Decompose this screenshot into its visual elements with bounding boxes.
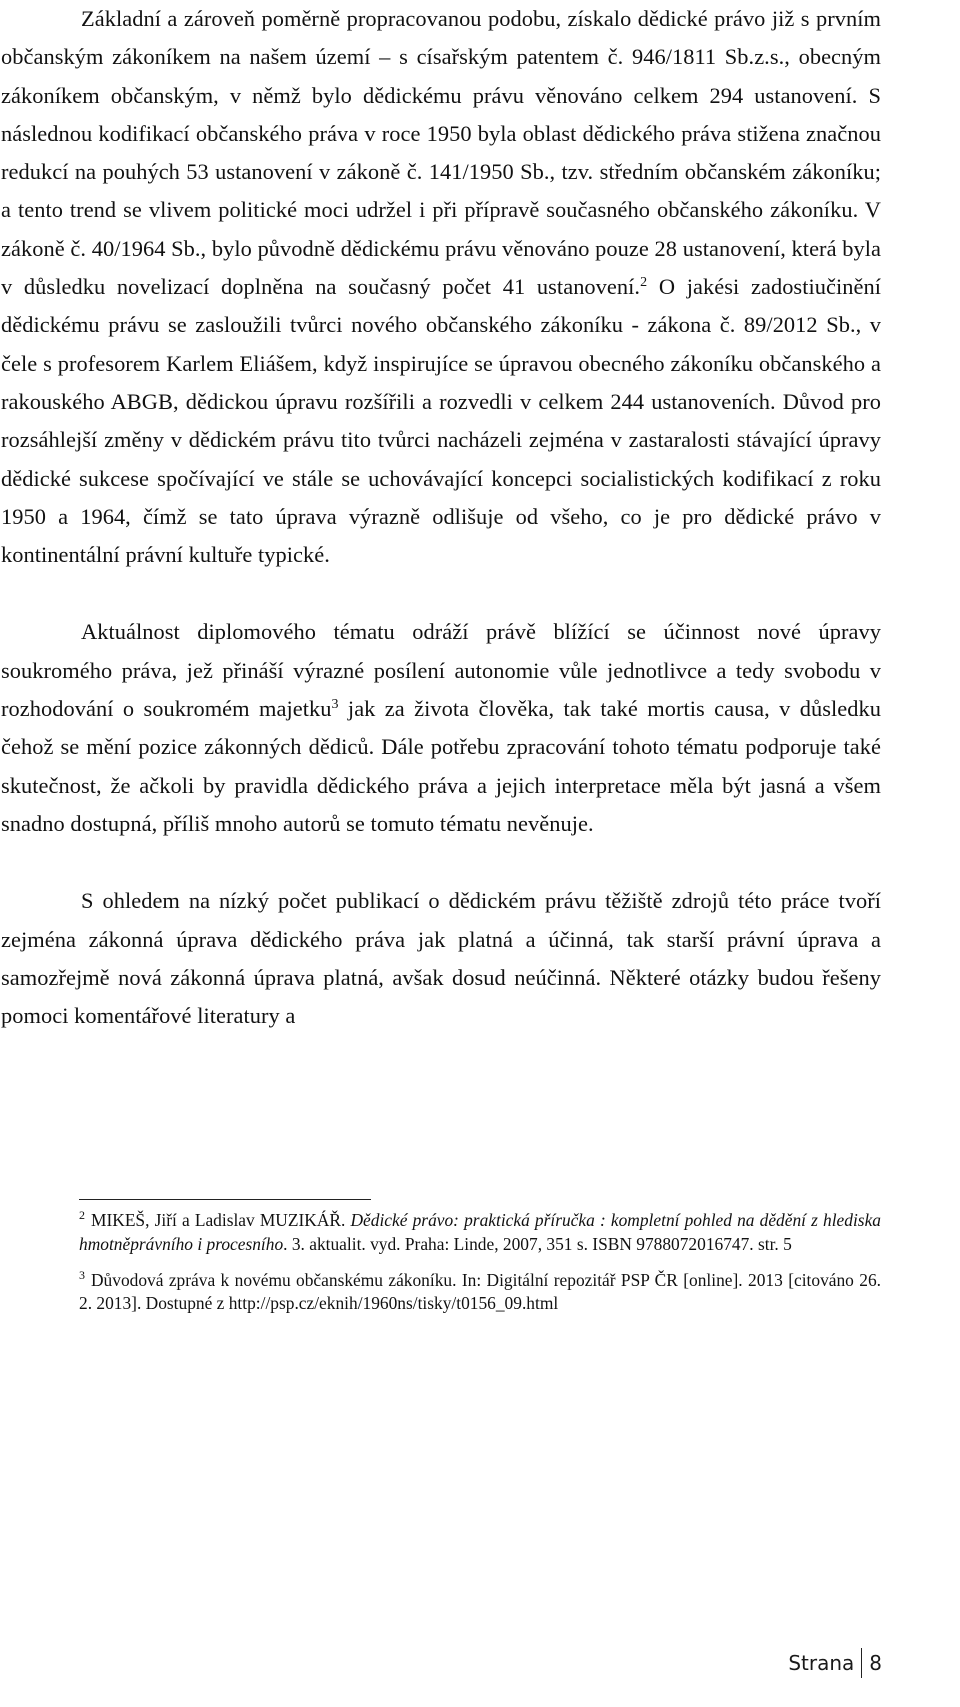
- main-text: [1, 0, 881, 1035]
- paragraph-2-text-a: Aktuálnost diplomového tématu odráží právě blížící se účinnost nové úpravy soukromého práva, jež přináší výrazné posílení autonomie vůle jednotlivce a tedy svobodu v rozhodování o soukromém majetku: [1, 619, 881, 722]
- footer-divider: [861, 1648, 862, 1678]
- paragraph-1-text-b: O jakési zadostiučinění dědickému právu se zasloužili tvůrci nového občanského zákoníku - zákona č. 89/2012 Sb., v čele s profesorem Karlem Eliášem, když inspirujíce se úpravou obecného zákoníku občanského a rakouského ABGB, dědickou úpravu rozšířili a rozvedli v celkem 244 ustanoveních. Důvod pro rozsáhlejší změny v dědickém právu tito tvůrci nacházeli zejména v zastaralosti stávající úpravy dědické sukcese spočívající ve stále se uchovávající koncepci socialistických kodifikací z roku 1950 a 1964, čímž se tato úprava výrazně odlišuje od všeho, co je pro dědické právo v kontinentální právní kultuře typické.: [1, 274, 881, 568]
- paragraph-3: S ohledem na nízký počet publikací o dědickém právu těžiště zdrojů této práce tvoří zejména zákonná úprava dědického práva jak platná a účinná, tak starší právní úprava a samozřejmě nová zákonná úprava platná, avšak dosud neúčinná. Některé otázky budou řešeny pomoci komentářové literatury a: [1, 888, 881, 1029]
- footnote-authors: MIKEŠ, Jiří a Ladislav MUZIKÁŘ.: [91, 1210, 351, 1230]
- footnotes: [79, 1209, 881, 1316]
- footnote-publication: . 3. aktualit. vyd. Praha: Linde, 2007, 351 s. ISBN 9788072016747. str. 5: [283, 1233, 792, 1254]
- footnote-ref-2[interactable]: 2: [640, 275, 648, 291]
- footnote-title: Dědické právo: praktická příručka : kompletní pohled na dědění z hlediska hmotněprávního i procesního: [79, 1210, 881, 1254]
- footnote-separator: [79, 1199, 371, 1200]
- paragraph-2-text-b: jak za života člověka, tak také mortis causa, v důsledku čehož se mění pozice zákonných dědiců. Dále potřebu zpracování tohoto tématu podporuje také skutečnost, že ačkoli by pravidla dědického práva a jejich interpretace měla být jasná a všem snadno dostupná, příliš mnoho autorů se tomuto tématu nevěnuje.: [1, 696, 881, 836]
- paragraph-2: [1, 613, 881, 843]
- footnote-3: [79, 1269, 881, 1317]
- page-label: Strana: [788, 1651, 855, 1675]
- paragraph-1: [1, 0, 881, 574]
- footnote-text: Důvodová zpráva k novému občanskému zákoníku. In: Digitální repozitář PSP ČR [online]. 2013 [citováno 26. 2. 2013]. Dostupné z http://psp.cz/eknih/1960ns/tisky/t0156_09.html: [79, 1269, 881, 1314]
- page-footer: [788, 1648, 882, 1678]
- page-number: 8: [869, 1651, 882, 1675]
- footnote-ref-3[interactable]: 3: [331, 697, 339, 713]
- footnote-2: [79, 1209, 881, 1257]
- footnote-number: 2: [79, 1208, 85, 1222]
- footnote-number: 3: [79, 1267, 85, 1282]
- paragraph-1-text-a: Základní a zároveň poměrně propracovanou podobu, získalo dědické právo již s prvním občanským zákoníkem na našem území – s císařským patentem č. 946/1811 Sb.z.s., obecným zákoníkem občanským, v němž bylo dědickému právu věnováno celkem 294 ustanovení. S následnou kodifikací občanského práva v roce 1950 byla oblast dědického práva stižena značnou redukcí na pouhých 53 ustanovení v zákoně č. 141/1950 Sb., tzv. středním občanském zákoníku; a tento trend se vlivem politické moci udržel i při přípravě současného občanského zákoníku. V zákoně č. 40/1964 Sb., bylo původně dědickému právu věnováno pouze 28 ustanovení, která byla v důsledku novelizací doplněna na současný počet 41 ustanovení.: [1, 6, 881, 300]
